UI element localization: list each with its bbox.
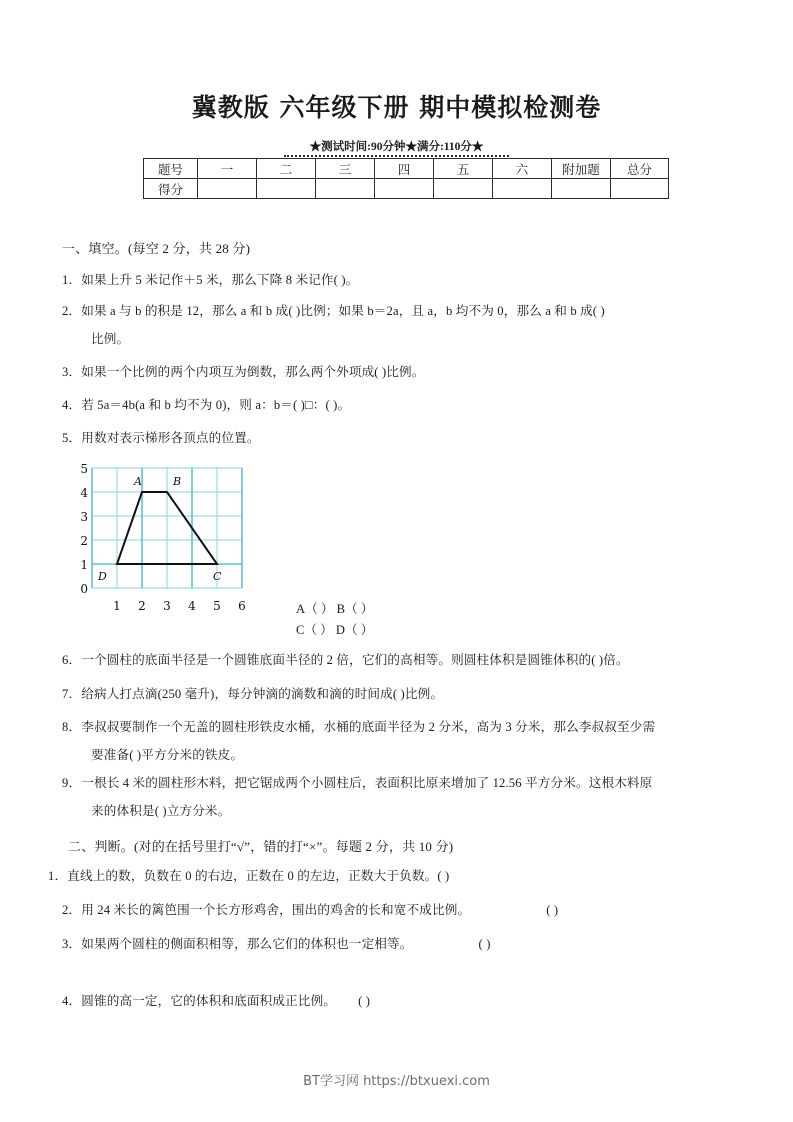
question-9-line2: 来的体积是( )立方分米。 [91, 804, 231, 818]
vertex-label-B: B [173, 475, 182, 488]
judgment-3-text: 如果两个圆柱的侧面积相等，那么它们的体积也一定相等。 [81, 937, 413, 951]
score-cell-3[interactable] [375, 179, 434, 199]
judgment-2-bracket[interactable]: ( ) [546, 903, 559, 917]
score-cell-7[interactable] [611, 179, 669, 199]
score-table-col-5: 六 [493, 159, 552, 179]
score-cell-2[interactable] [316, 179, 375, 199]
x-tick-4: 4 [188, 599, 196, 613]
score-table-col-4: 五 [434, 159, 493, 179]
question-3 [62, 362, 425, 383]
question-5-number: 5． [62, 431, 82, 445]
x-axis-ticks [113, 599, 246, 613]
section-one-heading: 一、填空。(每空 2 分，共 28 分) [62, 241, 251, 256]
judgment-question-3 [62, 934, 491, 955]
y-tick-4: 4 [80, 486, 88, 500]
question-2-text: 如果 a 与 b 的积是 12，那么 a 和 b 成( )比例；如果 b＝2a，且 a，b 均不为 0，那么 a 和 b 成( ) [81, 304, 605, 318]
question-6-number: 6． [62, 653, 82, 667]
question-2 [62, 301, 605, 322]
x-tick-6: 6 [238, 599, 246, 613]
y-tick-0: 0 [80, 582, 88, 596]
judgment-3-number: 3． [62, 937, 82, 951]
question-1 [62, 270, 358, 291]
page-title: 冀教版 六年级下册 期中模拟检测卷 [191, 93, 602, 122]
question-7-number: 7． [62, 687, 82, 701]
vertex-label-A: A [134, 475, 142, 488]
question-1-text: 如果上升 5 米记作＋5 米，那么下降 8 米记作( )。 [81, 273, 359, 287]
score-table-col-0: 一 [198, 159, 257, 179]
judgment-4-text: 圆锥的高一定，它的体积和底面积成正比例。 [81, 994, 337, 1008]
question-5 [62, 428, 260, 449]
coordinate-grid-svg [74, 458, 324, 623]
question-9 [62, 773, 652, 794]
judgment-question-1 [48, 866, 449, 887]
vertex-label-D: D [98, 570, 107, 583]
y-tick-5: 5 [80, 462, 88, 476]
section-two-heading: 二、判断。(对的在括号里打“√”，错的打“×”。每题 2 分，共 10 分) [68, 839, 454, 854]
vertex-label-C: C [213, 570, 222, 583]
judgment-1-number: 1． [48, 869, 68, 883]
score-table-col-6: 附加题 [552, 159, 611, 179]
judgment-2-number: 2． [62, 903, 82, 917]
score-table-col-7: 总分 [611, 159, 669, 179]
judgment-4-bracket[interactable]: ( ) [358, 994, 371, 1008]
score-table-row-label-0: 题号 [144, 159, 198, 179]
x-tick-1: 1 [113, 599, 121, 613]
subtitle-wrapper [0, 137, 793, 157]
table-row-scores [144, 179, 669, 199]
score-table [143, 158, 669, 199]
question-8-line2: 要准备( )平方分米的铁皮。 [91, 748, 244, 762]
point-answers-line-2[interactable]: C（ ） D（ ） [296, 623, 374, 637]
question-6 [62, 650, 629, 671]
score-cell-4[interactable] [434, 179, 493, 199]
footer-watermark: BT学习网 https://btxuexi.com [303, 1074, 490, 1089]
score-cell-6[interactable] [552, 179, 611, 199]
y-tick-1: 1 [80, 558, 88, 572]
question-7-text: 给病人打点滴(250 毫升)，每分钟滴的滴数和滴的时间成( )比例。 [81, 687, 444, 701]
question-5-text: 用数对表示梯形各顶点的位置。 [81, 431, 260, 445]
question-3-text: 如果一个比例的两个内项互为倒数，那么两个外项成( )比例。 [81, 365, 425, 379]
score-cell-5[interactable] [493, 179, 552, 199]
exam-subtitle: ★测试时间:90分钟★满分:110分★ [284, 138, 510, 157]
judgment-4-number: 4． [62, 994, 82, 1008]
score-table-col-2: 三 [316, 159, 375, 179]
trapezoid-coordinate-grid [74, 458, 324, 623]
point-answers-line-1[interactable]: A（ ） B（ ） [296, 602, 374, 616]
judgment-1-text: 直线上的数，负数在 0 的右边，正数在 0 的左边，正数大于负数。( ) [67, 869, 450, 883]
y-tick-3: 3 [80, 510, 88, 524]
x-tick-3: 3 [163, 599, 171, 613]
question-7 [62, 684, 443, 705]
x-tick-2: 2 [138, 599, 146, 613]
question-8 [62, 717, 655, 738]
score-table-col-3: 四 [375, 159, 434, 179]
judgment-question-2 [62, 900, 558, 921]
judgment-2-text: 用 24 米长的篱笆围一个长方形鸡舍，围出的鸡舍的长和宽不成比例。 [81, 903, 471, 917]
question-3-number: 3． [62, 365, 82, 379]
score-table-col-1: 二 [257, 159, 316, 179]
question-2-line2: 比例。 [91, 332, 130, 346]
question-8-text: 李叔叔要制作一个无盖的圆柱形铁皮水桶，水桶的底面半径为 2 分米，高为 3 分米，那么李叔叔至少需 [81, 720, 656, 734]
judgment-3-bracket[interactable]: ( ) [478, 937, 491, 951]
score-table-row-label-1: 得分 [144, 179, 198, 199]
x-tick-5: 5 [213, 599, 221, 613]
question-1-number: 1． [62, 273, 82, 287]
score-cell-1[interactable] [257, 179, 316, 199]
judgment-question-4 [62, 991, 370, 1012]
question-2-number: 2． [62, 304, 82, 318]
table-row-header [144, 159, 669, 179]
score-cell-0[interactable] [198, 179, 257, 199]
question-4-text: 若 5a＝4b(a 和 b 均不为 0)，则 a：b＝( )□：( )。 [81, 398, 351, 412]
question-9-text: 一根长 4 米的圆柱形木料，把它锯成两个小圆柱后，表面积比原来增加了 12.56 平方分米。这根木料原 [81, 776, 653, 790]
question-6-text: 一个圆柱的底面半径是一个圆锥底面半径的 2 倍，它们的高相等。则圆柱体积是圆锥体积的( )倍。 [81, 653, 629, 667]
y-axis-ticks [80, 462, 88, 596]
y-tick-2: 2 [80, 534, 88, 548]
question-9-number: 9． [62, 776, 82, 790]
question-4-number: 4． [62, 398, 82, 412]
question-4 [62, 395, 350, 416]
question-8-number: 8． [62, 720, 82, 734]
